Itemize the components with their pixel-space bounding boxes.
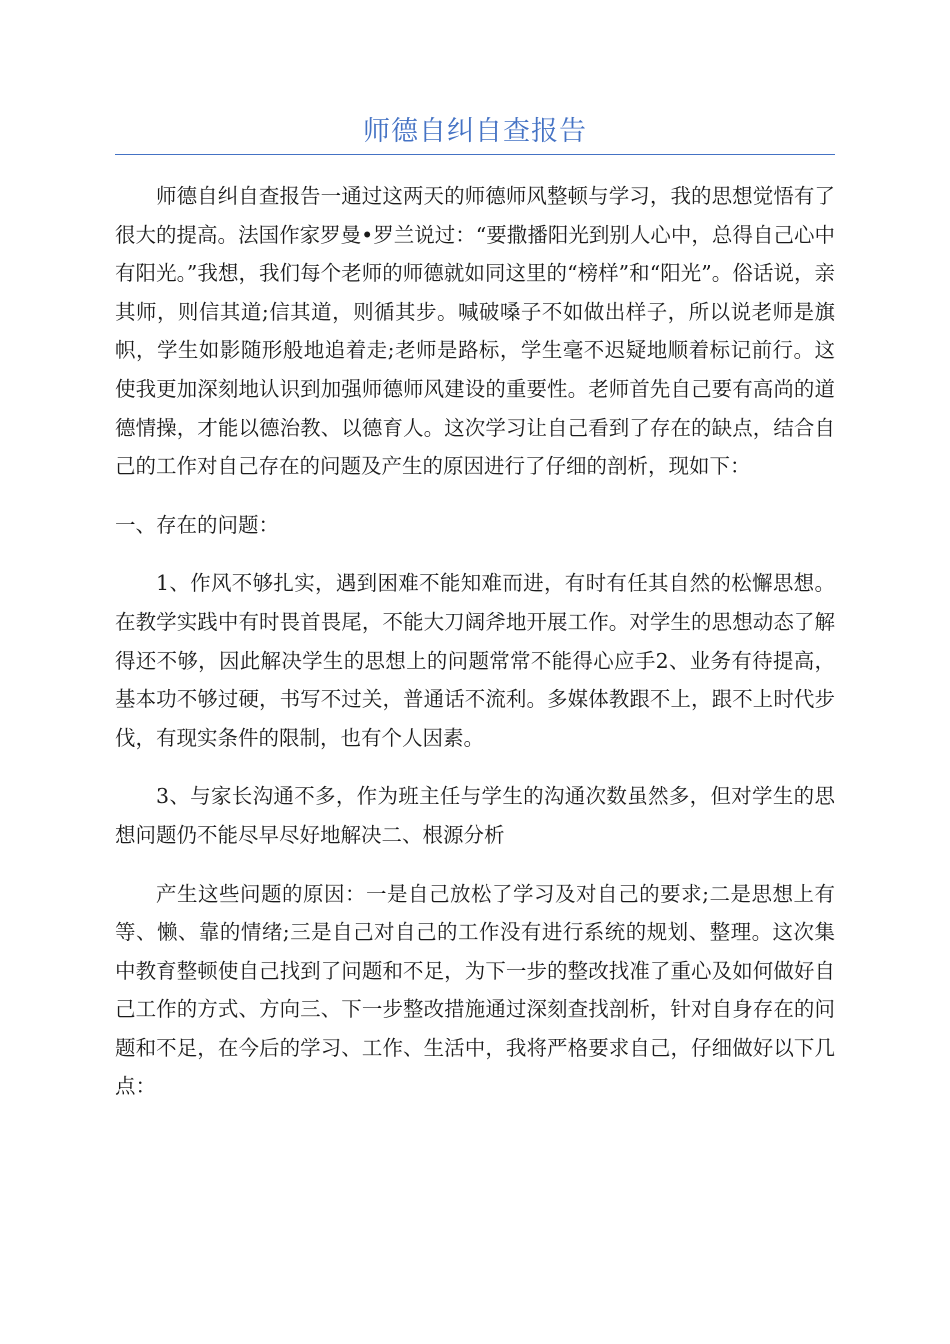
paragraph-causes: 产生这些问题的原因：一是自己放松了学习及对自己的要求;二是思想上有等、懒、靠的情绪;三是自己对自己的工作没有进行系统的规划、整理。这次集中教育整顿使自己找到了问题和不足，为下一步的整改找准了重心及如何做好自己工作的方式、方向三、下一步整改措施通过深刻查找剖析，针对自身存在的问题和不足，在今后的学习、工作、生活中，我将严格要求自己，仔细做好以下几点： [115,881,835,1099]
document-title: 师德自纠自查报告 [363,116,587,147]
paragraph-intro: 师德自纠自查报告一通过这两天的师德师风整顿与学习，我的思想觉悟有了很大的提高。法国作家罗曼•罗兰说过：“要撒播阳光到别人心中，总得自己心中有阳光。”我想，我们每个老师的师德就如同这里的“榜样”和“阳光”。俗话说，亲其师，则信其道;信其道，则循其步。喊破嗓子不如做出样子，所以说老师是旗帜，学生如影随形般地追着走;老师是路标，学生毫不迟疑地顺着标记前行。这使我更加深刻地认识到加强师德师风建设的重要性。老师首先自己要有高尚的道德情操，才能以德治教、以德育人。这次学习让自己看到了存在的缺点，结合自己的工作对自己存在的问题及产生的原因进行了仔细的剖析，现如下： [115,184,835,479]
title-underline [115,154,835,155]
paragraph-problem-1-2: 1、作风不够扎实，遇到困难不能知难而进，有时有任其自然的松懈思想。在教学实践中有时畏首畏尾，不能大刀阔斧地开展工作。对学生的思想动态了解得还不够，因此解决学生的思想上的问题常常不能得心应手2、业务有待提高，基本功不够过硬，书写不过关，普通话不流利。多媒体教跟不上，跟不上时代步伐，有现实条件的限制，也有个人因素。 [115,571,835,750]
document-body [115,177,835,1106]
section-heading-problems: 一、存在的问题： [115,512,279,537]
paragraph-problem-3: 3、与家长沟通不多，作为班主任与学生的沟通次数虽然多，但对学生的思想问题仍不能尽早尽好地解决二、根源分析 [115,784,835,847]
